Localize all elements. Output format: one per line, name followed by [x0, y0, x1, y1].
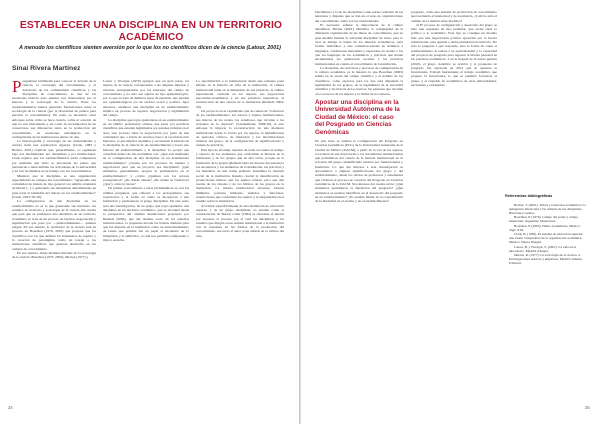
body-paragraph: 2) El proceso de configuración y desarrollo del grupo se hizo una respuesta de tipo pendular, que oscila entre lo político y lo académico. Este tipo se consigue un modelo más que una negociación política ejecutada por la fuerza institucional, para apuntar a dicha pluralidad en territorio. No sólo la pregunta a qué responde, sino la forma de cómo el establecimiento se resiste a su particularidad y la capacidad del proyecto de posgrado para regresar al interés personal en las prácticas académicas. Con la llegada de la nueva gestión (2010), el grupo científico se revirtió y la propuesta de posgrado fue aprobada en 2012 que se apertura la licenciatura. Trabajó fuertemente el trabajo académico que propuso la licenciatura, lo que se permitió fortalecer el grupo, y el respaldo de académicos de otras universidades, nacionales y extranjeras. — [411, 22, 497, 88]
body-paragraph: Mientras que la disciplina, es una organización especializada en campos del conocimiento, "agrupando una comunidad de interés de tipo general con amplia extensión territorial (...) y generando las disciplinas determinantes en gran parte la identidad del trabajo en los establecimientos" (Clark, 1983: 56-58). — [12, 173, 96, 200]
left-page — [0, 0, 299, 424]
reference-item: Bourdieu, P. (1976). Campo del poder y campo intelectual. Argentina: Montressor. — [509, 215, 579, 224]
body-paragraph: Un proyecto en el capitalismo que da cuenta de "la historia de los establecimientos, los actores y sujetos institucionales, sus marcas de los reales, los estudiosos que circulan a los recientes de lo superior" (Landesmann, 2006:18). A este enfoque le importa la reconstrucción de una memoria institucional desde lo vivido por los sujetos, la identificación de periodos críticos, de fundación y las movilizaciones internas del grupo, de la configuración de significaciones y rutinas de prácticas. — [196, 109, 284, 148]
left-column-2 — [103, 79, 189, 242]
references-column — [505, 194, 587, 266]
body-paragraph: blecimiento y la de las disciplinas como partes centrales de las tensiones y disputas que se dan en el seno de organizaciones del conocimiento como son las universidades. — [315, 10, 403, 23]
body-paragraph: La configuración de una disciplina en un establecimiento no es lo que generando sus intereses, los estudios de territorio y sociología de la ciencia dan cuenta que para que se establezca una disciplina en un territorio académico se trata de un proceso de ruptura, negociación y legitimación que pasa por —primordialmente— quienes exigen. En ese sentido, lo normativo de la ciencia está en proceso de Bourdieu (1976, 2003) que propone que los científicos son los que definen los fenómenos de ruptura y la creación de paradigmas como un pasaje a los instituciones científicas que generan desarrollo en los campos de conocimiento. — [12, 199, 96, 251]
left-column-1 — [12, 79, 96, 259]
body-paragraph: Este tipo de abordaje requiere de tener en cuenta el tiempo y espacio de los elementos que conforman la historia de la institución y de los grupos que en ella viven, porque en la fundación de la propia (Remedi toma las marcas del pasado) a los encuentros y los elementos de la institución, las prácticas y los mandatos de una trama primario determina la relación social de la institución. Resulta crucial la identificación de producciones míticas que los sujetos relatan, pero que dan cuenta de los rituales y de los hábitos de los grupos en la institución. La mirada institucional atraviesa saberes múltiples, posturas humanas, sentidos y funciones, transacciones que conforman los sujetos y la subjetividad en el estudio sobre la institución. — [196, 147, 284, 204]
author-name: Sinai Rivera Martínez — [12, 65, 81, 72]
reference-item: Latour, B. y Woolgar, S. (2001). La vida en el laboratorio. Madrid: Alianza. — [509, 244, 577, 253]
left-column-3 — [196, 79, 284, 238]
right-column-2 — [411, 10, 497, 87]
body-paragraph: Latour y Woolgar (1979) agregan que en gran parte, los sujetos de la ciencia corresponden a las disputas internas y externas protagonizadas por los intereses del campo de conocimiento y no sólo son sujetos de tipo epistemológico, por lo que se trata de distintos tipos de rupturas, que pueden ser, epistemológicas y/o de carácter social y político. Ayer entonces, establece una disciplina en un establecimiento implica un proceso de ruptura, negociación y legitimación del campo. — [103, 79, 189, 118]
body-paragraph: La disciplina, sus prácticas y procesos de configuración de la cultura académica, es la muestra lo que Bourdieu (2003) señala en su teoría del campo científico y el habitus de los científicos, como espacios para los que está disputada la legitimidad de los grupos, de la legitimidad de la autoridad científica y las marcas de los nuevos, las pasiones que circulan a los recursos de los sujetos y la fusión de los saberes. — [315, 65, 403, 96]
body-paragraph — [12, 79, 96, 139]
reference-item: Merton, R. (1977). La sociología de la ciencia. 2. Investigaciones teóricas y empíricas. Madrid: Alianza Editorial. — [509, 253, 582, 266]
body-paragraph: La disciplina que logra apuntalarse en un establecimiento en un ámbito profesional obtiene que pasar por prácticas científicas que estarían legitimadas por quienes trabajan en el área; este proceso tiene la negociación por parte de una comunidad que a través de recursos busca la reconstrucción histórica, lo que implica examinar y reconstruir la historia de la disciplina de la ciencia de un establecimiento y hacer una historia del establecimiento y la disciplina. Lo propio que consolida dentro de sus problemas con: ¿Qué está mediando en la configuración de una disciplina en un determinado establecimiento? ¿Cuáles son los procesos de ruptura y negociación para que un proyecto sea disciplinar? ¿Qué elementos generalmente apoyan la permanencia en el establecimiento?, y ¿cómo ¿Quiénes son los actores protagónicos? ¿De dónde vienen? ¿De dónde se formaron? ¿Qué y cómo lo hacen? — [103, 117, 189, 187]
page-number-right: 35 — [585, 405, 590, 410]
body-paragraph: Es necesario señalar la importancia de la cultura disciplinar. Becher (2001) identifica la complejidad de la diferencia organización de las líneas de conocimiento, que en gran medida tienden la actividad disciplinar de estos, para lo cual se indaga la trama de los mundos académicos, para formar individuos y aire comunicacionales en términos a lenguajes, condiciones materiales y especiales en cuanto a los que los lenguajes de los académicos y prácticas que tienen encaminadas los quehaceres sociales y las prácticas institucionales en cuanto al conocimiento de la institución. — [315, 22, 403, 66]
references-heading: Referencias bibliográficas — [505, 194, 553, 198]
paragraph-text: reguntarse fácilmente para conocer el devenir de la ciencia, la sociología del conocimiento, y el desarrollo de las comunidades científicas y las disciplinas de conocimiento, es una de las cuestiones básicas para quienes nos interesamos por la historia y la sociología de la ciencia. Entre los cuestionamientos hemos generado fluctuaciones sobre la sociología de la ciencia (por la diversidad de puntos para percibir el conocimiento). En tanto se necesitan otros enfoques sobre cómo se hace ciencia, sobre el acuerdo de que no son únicamente y así como de investigación ha de conservarse sus diferencias tanto en la producción del conocimiento, en cuestiones estratégicas en la configuración de las instituciones dentro de una. — [12, 79, 96, 139]
right-page — [301, 0, 600, 424]
reference-item: Becher, T. (2001). Tribus y territorios académicos: la indagación intelectual y las culturas de las disciplinas. Barcelona: Gedisa. — [509, 202, 586, 215]
right-column-1 — [315, 10, 403, 203]
reference-item: Clark, B. (1983). El sistema de educación superior: una visión comparativa de la organización académica. México: Nueva Imagen. — [509, 232, 584, 245]
body-paragraph: Al tramar específicamente de una institución de educación superior y de un grupo disciplinar, es notable como la consideración de Burton Clark (1983) es relevante el interés por nosotras el proceso por el cual las disciplinas y los estudios que dirigen en un sentido institucional a la institución con la respuesta en las formas de la producción del conocimiento, ese texto al autor pone énfasis en la cultura del esta- — [196, 203, 284, 238]
section-heading: Apostar una disciplina en la Universidad Autónoma de la Ciudad de México: el caso del Posgrado en Ciencias Genómicas — [315, 98, 400, 136]
body-paragraph: La historiografía y sociología de las universidades y ciencia tiene una explicación superior (Clark, 1983 y Becher, 2001) explican que, generalmente, os organizan bajo dos modalidades: por disciplinas y por instituciones. Clark explica que los establecimientos están compuestos por unidades que tanto se preocupan las partes que pertenecen e intercambian las actividades de la universidad y no son las mismas en su trabajo con los conocimientos. — [12, 139, 96, 174]
page-number-left: 34 — [8, 405, 13, 410]
body-paragraph: En este texto se analiza la configuración del Posgrado en Ciencias Genómicas (PCG) de la Universidad Autónoma de la Ciudad de México (UACM), a partir de la voz de los sujetos, la revisión de sus trayectorias y los documentos institucionales que permitieron dar cuenta de la historia institucional en la creación del grupo, identificando núcleos por fundacionales y fundación. Lo que me importa a esta investigación es aproximarse a algunas significaciones del grupo y del establecimiento, desde los relatos de profesores y estudiantes que vivieron el proceso de creación del Posgrado en Ciencias Genómicas de la UACM. Nos interesa dar cuenta sobre: ¿Qué elementos permitieron la fundación del posgrado? ¿Qué elementos se pueden identificar en el desarrollo del posgrado en un establecimiento? ¿Es posible hablar de la consolidación de la disciplina en el recinto y en el establecimiento? — [315, 138, 403, 204]
body-paragraph: Un primer acercamiento a estas problemáticas es con las ultimas preguntas, que refieren a los protagonistas, sus trayectorias y la forma en cómo se incorporan a una institución y permanecen al grupo disciplinar. De este texto será una investigación, de un grupo que logra apuntalar una disciplina en un territorio académico, que se abordará desde la perspectiva del análisis institucional propuesto por Remedi (2006), que del análisis socio de los estudios institucionales, la propuesta aborda las formas distintas para que las disputas en la institución como un entrecruzamiento de tantas que permite dar un papel al encuentro de lo imaginario y lo simbólico, lo cual nos permitió comprender y mayor escucha. — [103, 186, 189, 242]
article-title: ESTABLECER UNA DISCIPLINA EN UN TERRITORIO ACADÉMICO — [19, 20, 283, 43]
reference-item: Bourdieu, P. (2003). Homo academicus. México: Siglo XXI. — [509, 223, 581, 232]
article-subtitle: A menudo los científicos sienten aversión por lo que los no científicos dicen de la ciencia (Latour, 2001) — [19, 45, 281, 51]
body-paragraph: posgrado, como una sistema de producción de conocimiento aprovechando el intelectual y de excelencia. ¿Cuál ha sido el camino de la tensión entre modelos? — [411, 10, 497, 23]
drop-cap: P — [12, 77, 22, 96]
body-paragraph: En ese sentido, desde distintas miradas de la sociología de la ciencia: Bourdieu (1975, 2003), Merton (1977) y — [12, 250, 96, 260]
body-paragraph: La aproximación a lo institucional desde este enfoque pone énfasis en la historia de vida de la institución, la cultura institucional leída en la dimensión de sus prácticas, la cultura experiencial, centrada en los sujetos, sus trayectorias personales-académicas y en sus prácticas expresivas, la construcción de una ciencia de la institución (Remedi, 2004: 26). — [196, 79, 284, 109]
